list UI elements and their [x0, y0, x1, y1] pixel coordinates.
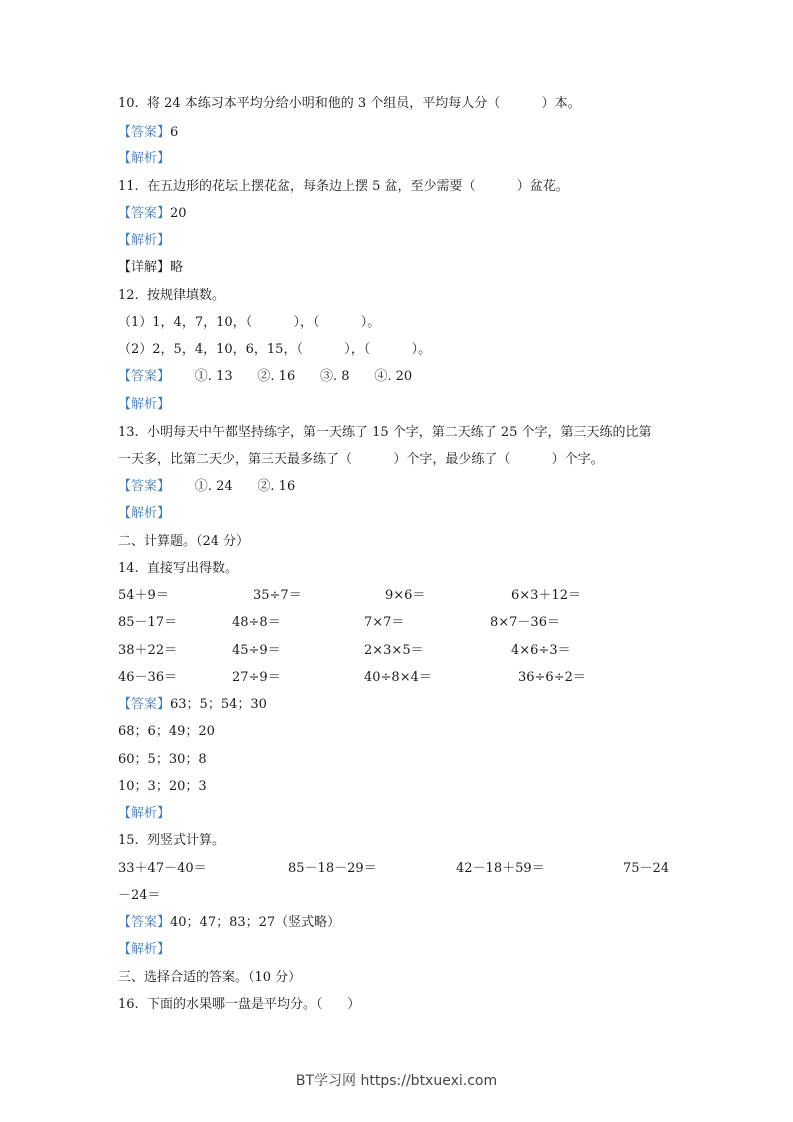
- q14-item: 48÷8＝: [232, 615, 281, 630]
- answer-tag: 【答案】: [118, 915, 171, 930]
- section3-title: 三、选择合适的答案。（10 分）: [118, 970, 302, 985]
- answer-tag: 【答案】: [118, 369, 171, 384]
- q11-detail: [118, 259, 183, 277]
- q15-answer: [118, 914, 340, 932]
- q13-text-line1: 13. 小明每天中午都坚持练字，第一天练了 15 个字，第二天练了 25 个字，第三天练的比第: [118, 425, 652, 440]
- q15-expr: 33＋47－40＝: [118, 861, 207, 876]
- q14-item: 9×6＝: [385, 588, 426, 603]
- q14-answer-line: 10；3；20；3: [118, 779, 207, 794]
- answer-value: 6: [170, 125, 179, 140]
- q13-analysis-tag: 【解析】: [118, 506, 171, 521]
- answer-tag: 【答案】: [118, 206, 171, 221]
- q14-text: 14. 直接写出得数。: [118, 561, 238, 576]
- answer-tag: 【答案】: [118, 125, 171, 140]
- q14-item: 8×7－36＝: [490, 615, 560, 630]
- answer-value: 20: [170, 206, 187, 221]
- answer-value: 40；47；83；27（竖式略）: [170, 915, 341, 930]
- q10-analysis-tag: 【解析】: [118, 151, 171, 166]
- q13-answer: [118, 478, 295, 496]
- answer-value: ①. 24 ②. 16: [170, 479, 296, 494]
- answer-tag: 【答案】: [118, 697, 171, 712]
- answer-value: 63；5；54；30: [170, 697, 267, 712]
- q14-item: 27÷9＝: [232, 670, 281, 685]
- q15-expr: 75－24: [623, 861, 670, 876]
- footer-watermark[interactable]: BT学习网 https://btxuexi.com: [295, 1073, 498, 1089]
- q11-text: 11. 在五边形的花坛上摆花盆，每条边上摆 5 盆，至少需要（ ）盆花。: [118, 179, 569, 194]
- q14-item: 54＋9＝: [118, 588, 169, 603]
- q12-sub2: （2）2，5，4，10，6，15，（ ），（ ）。: [118, 342, 432, 357]
- q10-answer: [118, 124, 178, 142]
- section2-title: 二、计算题。（24 分）: [118, 534, 250, 549]
- q14-item: 46－36＝: [118, 670, 178, 685]
- q14-item: 2×3×5＝: [364, 643, 424, 658]
- q13-text-line2: 一天多，比第二天少，第三天最多练了（ ）个字，最少练了（ ）个字。: [118, 452, 604, 467]
- q15-text: 15. 列竖式计算。: [118, 833, 225, 848]
- q14-answer: [118, 696, 267, 714]
- q11-answer: [118, 205, 187, 223]
- q14-item: 45÷9＝: [232, 643, 281, 658]
- detail-tag: 【详解】: [118, 260, 171, 275]
- q12-analysis-tag: 【解析】: [118, 397, 171, 412]
- q14-item: 6×3＋12＝: [511, 588, 581, 603]
- q14-item: 4×6÷3＝: [511, 643, 571, 658]
- q14-item: 85－17＝: [118, 615, 178, 630]
- q14-item: 7×7＝: [364, 615, 405, 630]
- q16-text: 16. 下面的水果哪一盘是平均分。（ ）: [118, 997, 361, 1012]
- q11-analysis-tag: 【解析】: [118, 233, 171, 248]
- q14-answer-line: 60；5；30；8: [118, 752, 207, 767]
- q14-item: 38＋22＝: [118, 643, 178, 658]
- q15-analysis-tag: 【解析】: [118, 942, 171, 957]
- q14-item: 36÷6÷2＝: [518, 670, 586, 685]
- detail-value: 略: [170, 260, 184, 275]
- answer-value: ①. 13 ②. 16 ③. 8 ④. 20: [170, 369, 413, 384]
- q15-expr: 42－18＋59＝: [456, 861, 545, 876]
- q15-expr: 85－18－29＝: [288, 861, 377, 876]
- q15-expr-cont: －24＝: [118, 888, 161, 903]
- q14-answer-line: 68；6；49；20: [118, 724, 215, 739]
- q12-answer: [118, 368, 412, 386]
- answer-tag: 【答案】: [118, 479, 171, 494]
- q12-sub1: （1）1，4，7，10，（ ），（ ）。: [118, 315, 381, 330]
- q10-text: 10. 将 24 本练习本平均分给小明和他的 3 个组员，平均每人分（ ）本。: [118, 96, 581, 111]
- q14-item: 40÷8×4＝: [364, 670, 432, 685]
- q12-text: 12. 按规律填数。: [118, 288, 225, 303]
- q14-analysis-tag: 【解析】: [118, 806, 171, 821]
- q14-item: 35÷7＝: [253, 588, 302, 603]
